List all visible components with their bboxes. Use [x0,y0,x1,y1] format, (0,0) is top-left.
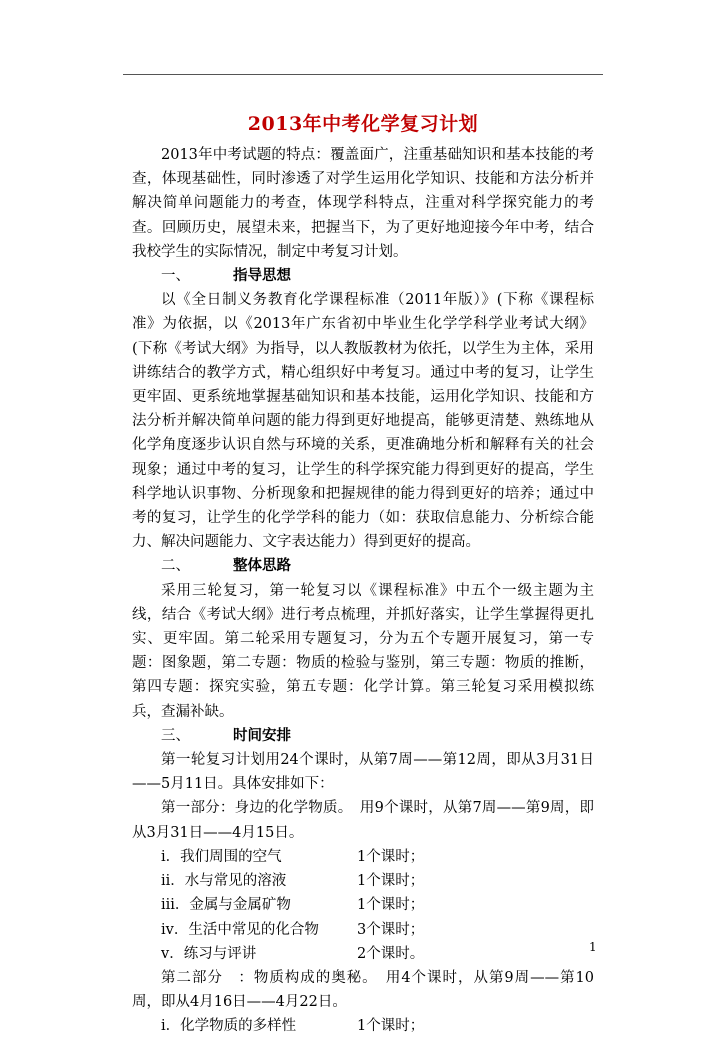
list-item-hours: 1个课时； [357,873,425,890]
section-title: 整体思路 [233,557,291,575]
page-number: 1 [589,940,597,954]
part-two-paragraph: 第二部分 ：物质构成的奥秘。 用4个课时，从第9周——第10周，即从4月16日——4月22日。 [132,969,594,1011]
list-item-hours: 3个课时； [357,921,425,938]
list-item-hours: 1个课时； [357,848,425,865]
section-heading-guiding-ideology [132,264,594,288]
list-item-hours: 2个课时。 [357,945,425,962]
section-heading-overall-approach [132,554,594,578]
list-item-label: ii．水与常见的溶液 [161,873,287,890]
list-item [132,845,594,869]
section-heading-schedule [132,724,594,748]
list-item-label: iii．金属与金属矿物 [161,897,291,914]
document-body [132,143,594,1039]
section-title: 时间安排 [233,726,291,744]
list-item-label: i．化学物质的多样性 [161,1018,297,1035]
list-item-label: i．我们周围的空气 [161,848,282,865]
section-number: 二、 [161,558,190,575]
part-two-list [132,1014,594,1038]
list-item-hours: 1个课时； [357,1018,425,1035]
intro-paragraph: 2013年中考试题的特点：覆盖面广，注重基础知识和基本技能的考查，体现基础性，同时渗透了对学生运用化学知识、技能和方法分析并解决简单问题能力的考查，体现学科特点，注重对科学探究能力的考查。回顾历史，展望未来，把握当下，为了更好地迎接今年中考，结合我校学生的实际情况，制定中考复习计划。 [132,147,594,260]
part-one-paragraph: 第一部分：身边的化学物质。 用9个课时，从第7周——第9周，即从3月31日——4月15日。 [132,800,594,841]
section-number: 一、 [161,268,190,285]
section-title: 指导思想 [233,267,291,285]
part-one-list [132,845,594,966]
section-number: 三、 [161,727,190,744]
list-item-hours: 1个课时； [357,897,425,914]
list-item-label: v．练习与评讲 [161,945,257,962]
list-item [132,869,594,893]
list-item [132,918,594,942]
header-rule [123,74,603,75]
list-item [132,893,594,917]
document-title: 2013年中考化学复习计划 [247,113,479,135]
guiding-ideology-paragraph: 以《全日制义务教育化学课程标准（2011年版）》(下称《课程标准》为依据，以《2013年广东省初中毕业生化学学科学业考试大纲》(下称《考试大纲》为指导，以人教版教材为依托，以学生为主体，采用讲练结合的教学方式，精心组织好中考复习。通过中考的复习，让学生更牢固、更系统地掌握基础知识和基本技能，运用化学知识、技能和方法分析并解决简单问题的能力得到更好地提高，能够更清楚、熟练地从化学角度逐步认识自然与环境的关系，更准确地分析和解释有关的社会现象；通过中考的复习，让学生的科学探究能力得到更好的提高，学生科学地认识事物、分析现象和把握规律的能力得到更好的培养；通过中考的复习，让学生的化学学科的能力（如：获取信息能力、分析综合能力、解决问题能力、文字表达能力）得到更好的提高。 [132,292,594,551]
list-item [132,1014,594,1038]
schedule-paragraph: 第一轮复习计划用24个课时，从第7周——第12周，即从3月31日——5月11日。具体安排如下： [132,752,594,793]
overall-approach-paragraph: 采用三轮复习，第一轮复习以《课程标准》中五个一级主题为主线，结合《考试大纲》进行考点梳理，并抓好落实，让学生掌握得更扎实、更牢固。第二轮采用专题复习，分为五个专题开展复习，第一专题：图象题，第二专题：物质的检验与鉴别，第三专题：物质的推断，第四专题：探究实验，第五专题：化学计算。第三轮复习采用模拟练兵，查漏补缺。 [132,582,594,720]
list-item-label: iv．生活中常见的化合物 [161,921,319,938]
list-item [132,942,594,966]
